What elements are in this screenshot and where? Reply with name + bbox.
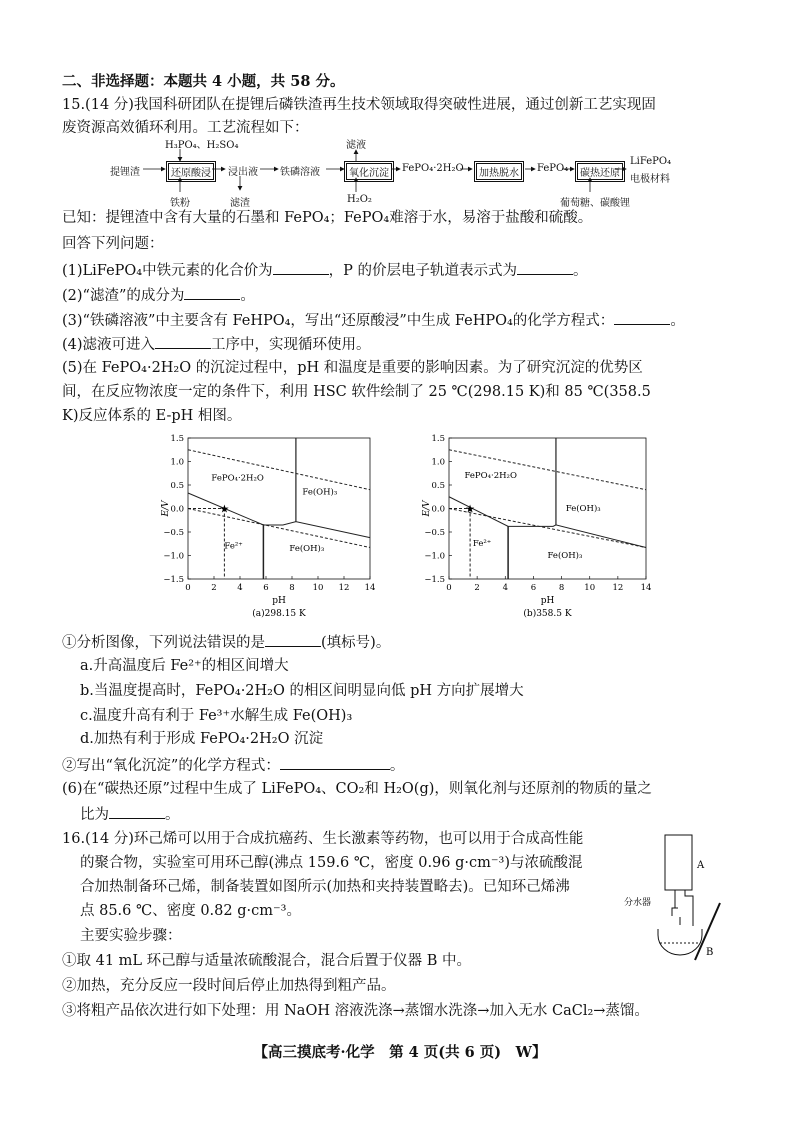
answer-prompt: 回答下列问题： — [62, 236, 164, 252]
x-tick-label: 8 — [289, 583, 295, 593]
y-tick-label: 0.0 — [170, 504, 184, 515]
text: 。 — [389, 758, 405, 774]
sub-question-6 — [80, 804, 180, 824]
label-a: A — [697, 860, 705, 871]
flow-node: 提锂渣 — [110, 167, 140, 178]
x-tick-label: 2 — [474, 583, 480, 593]
answer-blank[interactable] — [280, 755, 390, 770]
sub-question-5-1 — [62, 632, 390, 652]
e-ph-chart-b — [421, 428, 666, 628]
region-label: Fe(OH)₃ — [289, 543, 325, 554]
flow-step-box: 还原酸浸 — [168, 163, 214, 180]
answer-blank[interactable] — [265, 632, 321, 647]
sub-question-5: K)反应体系的 E-pH 相图。 — [62, 408, 242, 424]
text: 。 — [670, 313, 685, 329]
region-label: Fe(OH)₃ — [565, 503, 601, 514]
text: (4)滤液可进入 — [62, 337, 156, 353]
q16-text: 的聚合物，实验室可用环己醇(沸点 159.6 ℃，密度 0.96 g·cm⁻³)与浓硫酸混 — [80, 855, 583, 871]
star-marker: ★ — [219, 502, 230, 516]
y-tick-label: −1.5 — [163, 575, 184, 585]
flow-product: LiFePO₄ — [630, 156, 672, 167]
apparatus-figure — [610, 825, 730, 965]
region-label: Fe(OH)₃ — [547, 550, 583, 561]
chart-title: (a)298.15 K — [252, 609, 306, 619]
q16-step: ①取 41 mL 环己醇与适量浓硫酸混合，混合后置于仪器 B 中。 — [62, 953, 472, 969]
q16-text: 16.(14 分)环己烯可以用于合成抗癌药、生长激素等药物，也可以用于合成高性能 — [62, 831, 584, 847]
answer-blank[interactable] — [155, 334, 211, 349]
text: 。 — [240, 288, 255, 304]
label-separator: 分水器 — [624, 898, 652, 908]
option-b: b.当温度提高时，FePO₄·2H₂O 的相区间明显向低 pH 方向扩展增大 — [80, 683, 524, 699]
y-tick-label: 0.5 — [170, 481, 184, 491]
y-tick-label: −1.0 — [163, 551, 184, 562]
region-label: FePO₄·2H₂O — [464, 470, 517, 481]
y-tick-label: −1.0 — [424, 551, 445, 562]
x-tick-label: 10 — [584, 583, 596, 593]
text: (2)“滤渣”的成分为 — [62, 288, 185, 304]
phase-boundary-line — [188, 493, 370, 538]
known-info: 已知：提锂渣中含有大量的石墨和 FePO₄；FePO₄难溶于水，易溶于盐酸和硫酸。 — [62, 210, 593, 226]
text: (1)LiFePO₄中铁元素的化合价为 — [62, 263, 273, 279]
sub-question-3 — [62, 310, 685, 330]
text: ，P 的价层电子轨道表示式为 — [328, 263, 517, 279]
x-axis-label: pH — [540, 596, 555, 606]
x-axis-label: pH — [272, 596, 286, 606]
y-tick-label: −0.5 — [163, 528, 184, 538]
y-tick-label: 1.0 — [431, 457, 445, 468]
flow-product: 电极材料 — [630, 174, 670, 185]
x-tick-label: 12 — [612, 583, 624, 593]
flow-output: 滤液 — [346, 140, 366, 151]
y-tick-label: 1.5 — [170, 434, 184, 444]
text: 。 — [165, 807, 180, 823]
x-tick-label: 0 — [446, 583, 452, 593]
option-c: c.温度升高有利于 Fe³⁺水解生成 Fe(OH)₃ — [80, 708, 353, 724]
chart-title: (b)358.5 K — [523, 609, 572, 619]
y-tick-label: 1.5 — [431, 434, 445, 444]
hydrogen-line — [188, 509, 370, 548]
y-axis-label: E/V — [161, 500, 171, 517]
flow-node: 浸出液 — [228, 167, 258, 178]
flow-output: 滤渣 — [230, 198, 250, 209]
x-tick-label: 6 — [263, 583, 269, 593]
q16-step: ③将粗产品依次进行如下处理：用 NaOH 溶液洗涤→蒸馏水洗涤→加入无水 CaCl₂→蒸馏。 — [62, 1003, 649, 1019]
y-axis-label: E/V — [422, 500, 432, 517]
oxygen-line — [449, 450, 646, 490]
x-tick-label: 8 — [558, 583, 565, 593]
sub-question-5: (5)在 FePO₄·2H₂O 的沉淀过程中，pH 和温度是重要的影响因素。为了研究沉淀的优势区 — [62, 360, 643, 376]
sub-question-1 — [62, 260, 588, 280]
flow-node: 铁磷溶液 — [280, 167, 320, 178]
region-label: Fe(OH)₃ — [302, 487, 338, 498]
x-tick-label: 4 — [237, 583, 243, 593]
flow-step-box: 氧化沉淀 — [346, 163, 392, 180]
text: (3)“铁磷溶液”中主要含有 FeHPO₄，写出“还原酸浸”中生成 FeHPO₄的化学方程式： — [62, 313, 615, 329]
flow-step-box: 加热脱水 — [476, 163, 522, 180]
y-tick-label: 0.0 — [431, 504, 445, 515]
sub-question-5-2 — [62, 755, 404, 775]
region-label: Fe²⁺ — [224, 541, 243, 552]
star-marker: ★ — [465, 502, 476, 516]
x-tick-label: 14 — [364, 583, 376, 593]
x-tick-label: 6 — [530, 583, 537, 593]
sub-question-4 — [62, 334, 371, 354]
q16-text: 合加热制备环己烯，制备装置如图所示(加热和夹持装置略去)。已知环己烯沸 — [80, 879, 570, 895]
sub-question-2 — [62, 285, 255, 305]
section-title: 二、非选择题：本题共 4 小题，共 58 分。 — [62, 73, 345, 90]
x-tick-label: 4 — [502, 583, 508, 593]
flow-input: H₃PO₄、H₂SO₄ — [165, 140, 239, 151]
answer-blank[interactable] — [273, 260, 329, 275]
option-a: a.升高温度后 Fe²⁺的相区间增大 — [80, 658, 289, 674]
sub-question-6: (6)在“碳热还原”过程中生成了 LiFePO₄、CO₂和 H₂O(g)，则氧化剂与还原剂的物质的量之 — [62, 781, 652, 797]
q15-text: 废资源高效循环利用。工艺流程如下： — [62, 120, 309, 136]
flow-input: 葡萄糖、碳酸锂 — [560, 198, 630, 209]
answer-blank[interactable] — [614, 310, 670, 325]
answer-blank[interactable] — [109, 804, 165, 819]
text: 比为 — [80, 807, 109, 823]
x-tick-label: 0 — [185, 583, 191, 593]
x-tick-label: 14 — [640, 583, 652, 593]
text: 。 — [573, 263, 588, 279]
text: (填标号)。 — [321, 635, 391, 651]
process-flowchart — [110, 132, 710, 210]
option-d: d.加热有利于形成 FePO₄·2H₂O 沉淀 — [80, 731, 324, 747]
page-footer: 【高三摸底考·化学 第 4 页(共 6 页) W】 — [253, 1044, 547, 1061]
condenser-a — [665, 835, 692, 890]
y-tick-label: −0.5 — [424, 528, 445, 538]
text: ①分析图像，下列说法错误的是 — [62, 635, 265, 651]
x-tick-label: 12 — [338, 583, 350, 593]
oxygen-line — [188, 450, 370, 490]
region-label: FePO₄·2H₂O — [211, 473, 264, 484]
answer-blank[interactable] — [184, 285, 240, 300]
sub-question-5: 间，在反应物浓度一定的条件下，利用 HSC 软件绘制了 25 ℃(298.15 K)和 85 ℃(358.5 — [62, 384, 651, 400]
label-b: B — [706, 947, 714, 958]
flow-input: H₂O₂ — [347, 194, 372, 205]
q16-step: ②加热，充分反应一段时间后停止加热得到粗产品。 — [62, 978, 396, 994]
q16-text: 主要实验步骤： — [80, 928, 182, 944]
answer-blank[interactable] — [517, 260, 573, 275]
q15-text: 15.(14 分)我国科研团队在提锂后磷铁渣再生技术领域取得突破性进展，通过创新工艺实现固 — [62, 97, 656, 113]
text: ②写出“氧化沉淀”的化学方程式： — [62, 758, 280, 774]
x-tick-label: 10 — [312, 583, 324, 593]
e-ph-chart-a — [160, 428, 390, 628]
flow-step-box: 碳热还原 — [577, 163, 623, 180]
flow-input: 铁粉 — [170, 198, 190, 209]
text: 工序中，实现循环使用。 — [211, 337, 371, 353]
flow-node: FePO₄·2H₂O — [402, 163, 464, 174]
region-label: Fe²⁺ — [472, 539, 492, 550]
y-tick-label: 1.0 — [170, 457, 184, 468]
x-tick-label: 2 — [211, 583, 217, 593]
y-tick-label: −1.5 — [424, 575, 445, 585]
y-tick-label: 0.5 — [431, 481, 445, 491]
flow-node: FePO₄ — [537, 163, 569, 174]
q16-text: 点 85.6 ℃、密度 0.82 g·cm⁻³。 — [80, 903, 301, 919]
